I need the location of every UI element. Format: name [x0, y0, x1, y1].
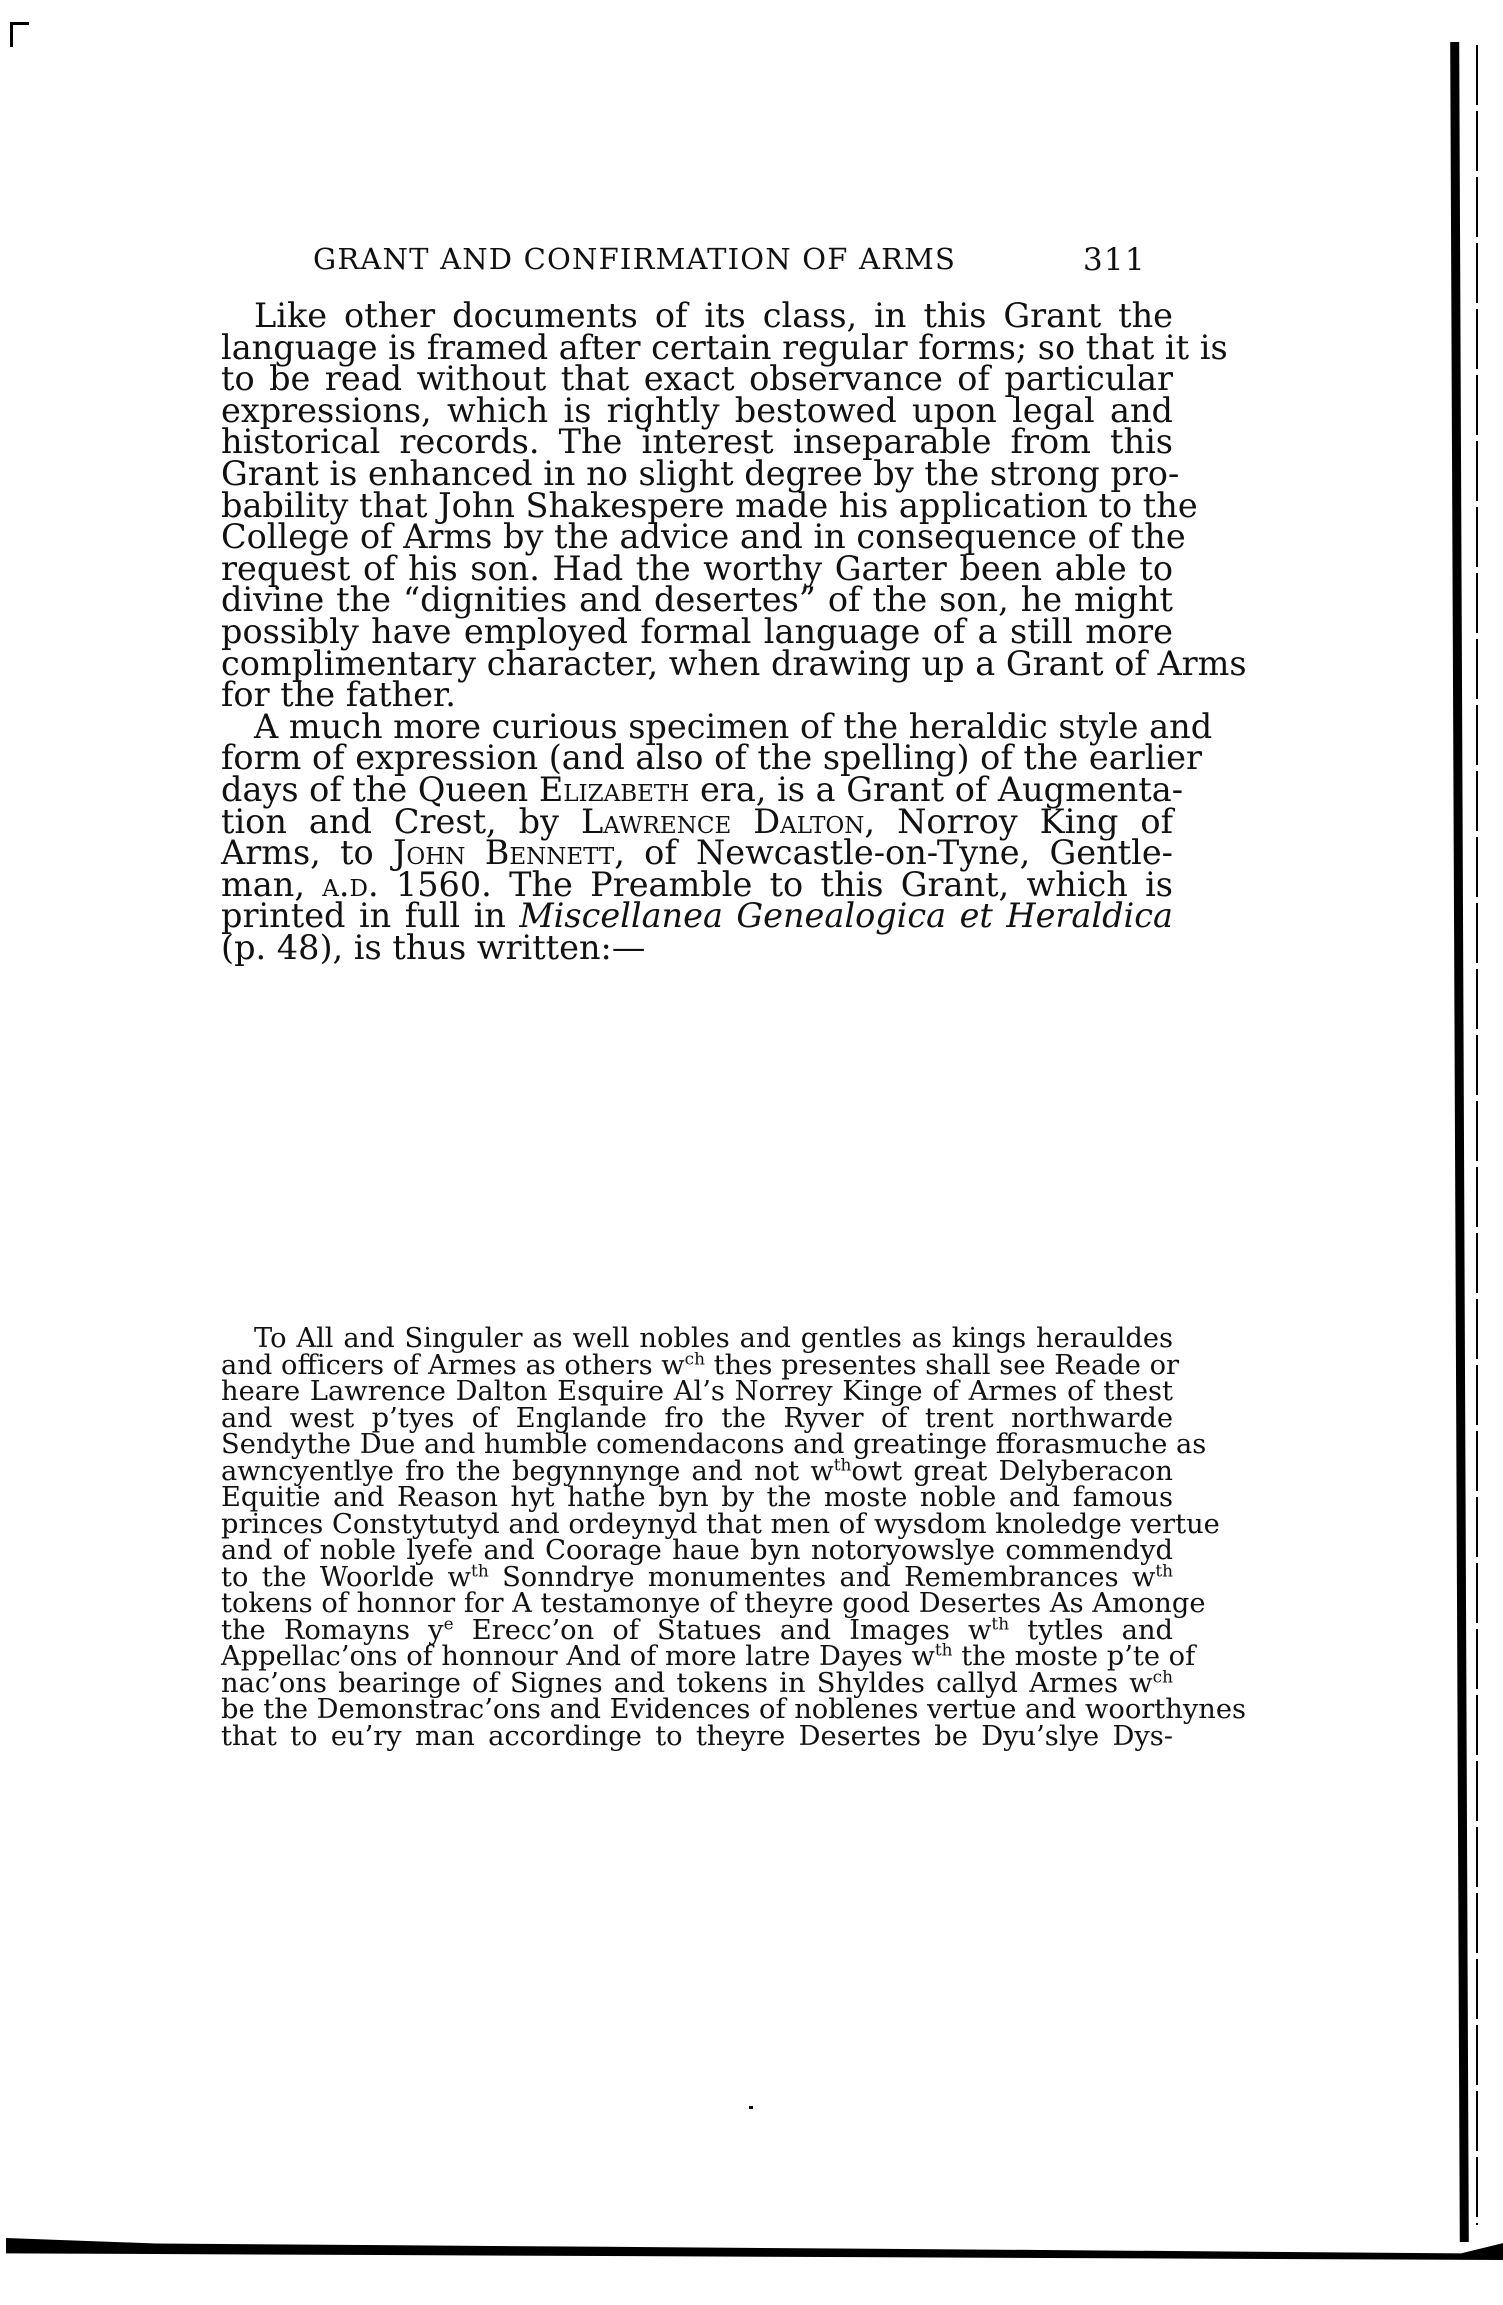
text-run: thes presentes shall see Reade or: [705, 1349, 1180, 1381]
text-line: [221, 1720, 1173, 1752]
superscript-abbrev: th: [934, 1639, 953, 1660]
text-run: Arms, to: [221, 833, 393, 873]
book-spine-edge: [1450, 42, 1469, 2242]
scan-speck: [749, 2106, 753, 2109]
text-run: and of noble lyefe and Coorage haue byn notoryowslye commendyd: [221, 1535, 1173, 1566]
text-run: and officers of Armes as others w: [221, 1349, 685, 1381]
text-run: and west p’tyes of Englande fro the Ryver of trent northwarde: [221, 1402, 1173, 1434]
text-run: era, is a Grant of Augmenta-: [689, 769, 1184, 809]
superscript-abbrev: ch: [684, 1348, 705, 1369]
text-run: the Romayns y: [221, 1614, 444, 1646]
text-run: that to eu’ry man accordinge to theyre Desertes be Dyu’slye Dys-: [221, 1720, 1173, 1752]
text-run: Erecc’on of Statues and Images w: [453, 1614, 992, 1646]
text-run: language is framed after certain regular forms; so that it is: [221, 327, 1228, 367]
superscript-abbrev: th: [991, 1613, 1010, 1634]
small-caps-name: Lawrence Dalton: [581, 801, 865, 841]
page-number: 311: [1083, 242, 1146, 278]
small-caps-name: John Bennett: [392, 833, 615, 873]
text-run: be the Demonstrac’ons and Evidences of noblenes vertue and woorthynes: [221, 1694, 1247, 1725]
small-caps-name: a.d.: [322, 864, 379, 904]
text-run: , of Newcastle-on-Tyne, Gentle-: [614, 833, 1173, 873]
text-run: possibly have employed formal language of a still more: [221, 611, 1173, 651]
text-run: Appellac’ons of honnour And of more latre Dayes w: [221, 1641, 935, 1672]
text-line: [221, 927, 1173, 967]
text-run: Sendythe Due and humble comendacons and greatinge fforasmuche as: [221, 1429, 1207, 1460]
text-run: tokens of honnor for A testamonye of theyre good Desertes As Amonge: [221, 1588, 1206, 1619]
text-run: College of Arms by the advice and in consequence of the: [221, 517, 1186, 557]
text-run: expressions, which is rightly bestowed upon legal and: [221, 390, 1173, 430]
text-run: tytles and: [1009, 1614, 1174, 1646]
text-run: to the Woorlde w: [221, 1561, 472, 1593]
text-run: (p. 48), is thus written:—: [221, 927, 646, 967]
text-run: To All and Singuler as well nobles and gentles as kings herauldes: [254, 1323, 1173, 1354]
paragraph-2: [221, 706, 1213, 967]
text-run: man,: [221, 864, 323, 904]
paragraph-1: [221, 296, 1247, 715]
scan-corner-mark: [10, 22, 29, 47]
text-run: awncyentlye fro the begynnynge and not w: [221, 1455, 834, 1487]
superscript-abbrev: e: [443, 1613, 454, 1634]
superscript-abbrev: th: [833, 1454, 852, 1475]
text-run: to be read without that exact observance of particular: [221, 359, 1173, 399]
text-run: nac’ons bearinge of Signes and tokens in Shyldes callyd Armes w: [221, 1667, 1153, 1699]
text-run: 1560. The Preamble to this Grant, which is: [378, 864, 1173, 904]
text-run: Equitie and Reason hyt hathe byn by the moste noble and famous: [221, 1482, 1173, 1513]
text-run: tion and Crest, by: [221, 801, 582, 841]
text-run: days of the Queen: [221, 769, 539, 809]
text-run: , Norroy King of: [864, 801, 1173, 841]
text-run: form of expression (and also of the spelling) of the earlier: [221, 738, 1202, 778]
text-run: A much more curious specimen of the heraldic style and: [254, 706, 1213, 746]
text-run: complimentary character, when drawing up a Grant of Arms: [221, 643, 1247, 683]
page-bottom-edge: [6, 2238, 1503, 2260]
text-run: princes Constytutyd and ordeynyd that men of wysdom knoledge vertue: [221, 1508, 1220, 1540]
text-run: Like other documents of its class, in this Grant the: [254, 296, 1173, 335]
grant-preamble-quotation: [221, 1323, 1247, 1752]
superscript-abbrev: th: [471, 1560, 489, 1581]
text-run: bability that John Shakespere made his application to the: [221, 485, 1198, 525]
text-run: printed in full in: [221, 896, 520, 936]
text-run: historical records. The interest inseparable from this: [221, 422, 1173, 462]
small-caps-name: Elizabeth: [538, 769, 690, 809]
superscript-abbrev: ch: [1152, 1666, 1173, 1687]
italic-title: Miscellanea Genealogica et Heraldica: [519, 896, 1173, 936]
text-run: the moste p’te of: [952, 1641, 1196, 1672]
running-head-title: GRANT AND CONFIRMATION OF ARMS: [313, 242, 957, 276]
running-head: [313, 242, 1193, 282]
superscript-abbrev: th: [1155, 1560, 1174, 1581]
text-run: Sonndrye monumentes and Remembrances w: [488, 1561, 1156, 1593]
text-run: heare Lawrence Dalton Esquire Al’s Norrey Kinge of Armes of thest: [221, 1376, 1173, 1407]
text-run: request of his son. Had the worthy Garter been able to: [221, 548, 1173, 588]
text-run: for the father.: [221, 675, 456, 715]
text-run: divine the “dignities and desertes” of the son, he might: [221, 580, 1173, 620]
body-text: [221, 296, 1247, 967]
book-spine-edge-thin: [1476, 45, 1478, 2225]
text-run: Grant is enhanced in no slight degree by the strong pro-: [221, 453, 1180, 493]
text-run: owt great Delyberacon: [851, 1455, 1173, 1487]
